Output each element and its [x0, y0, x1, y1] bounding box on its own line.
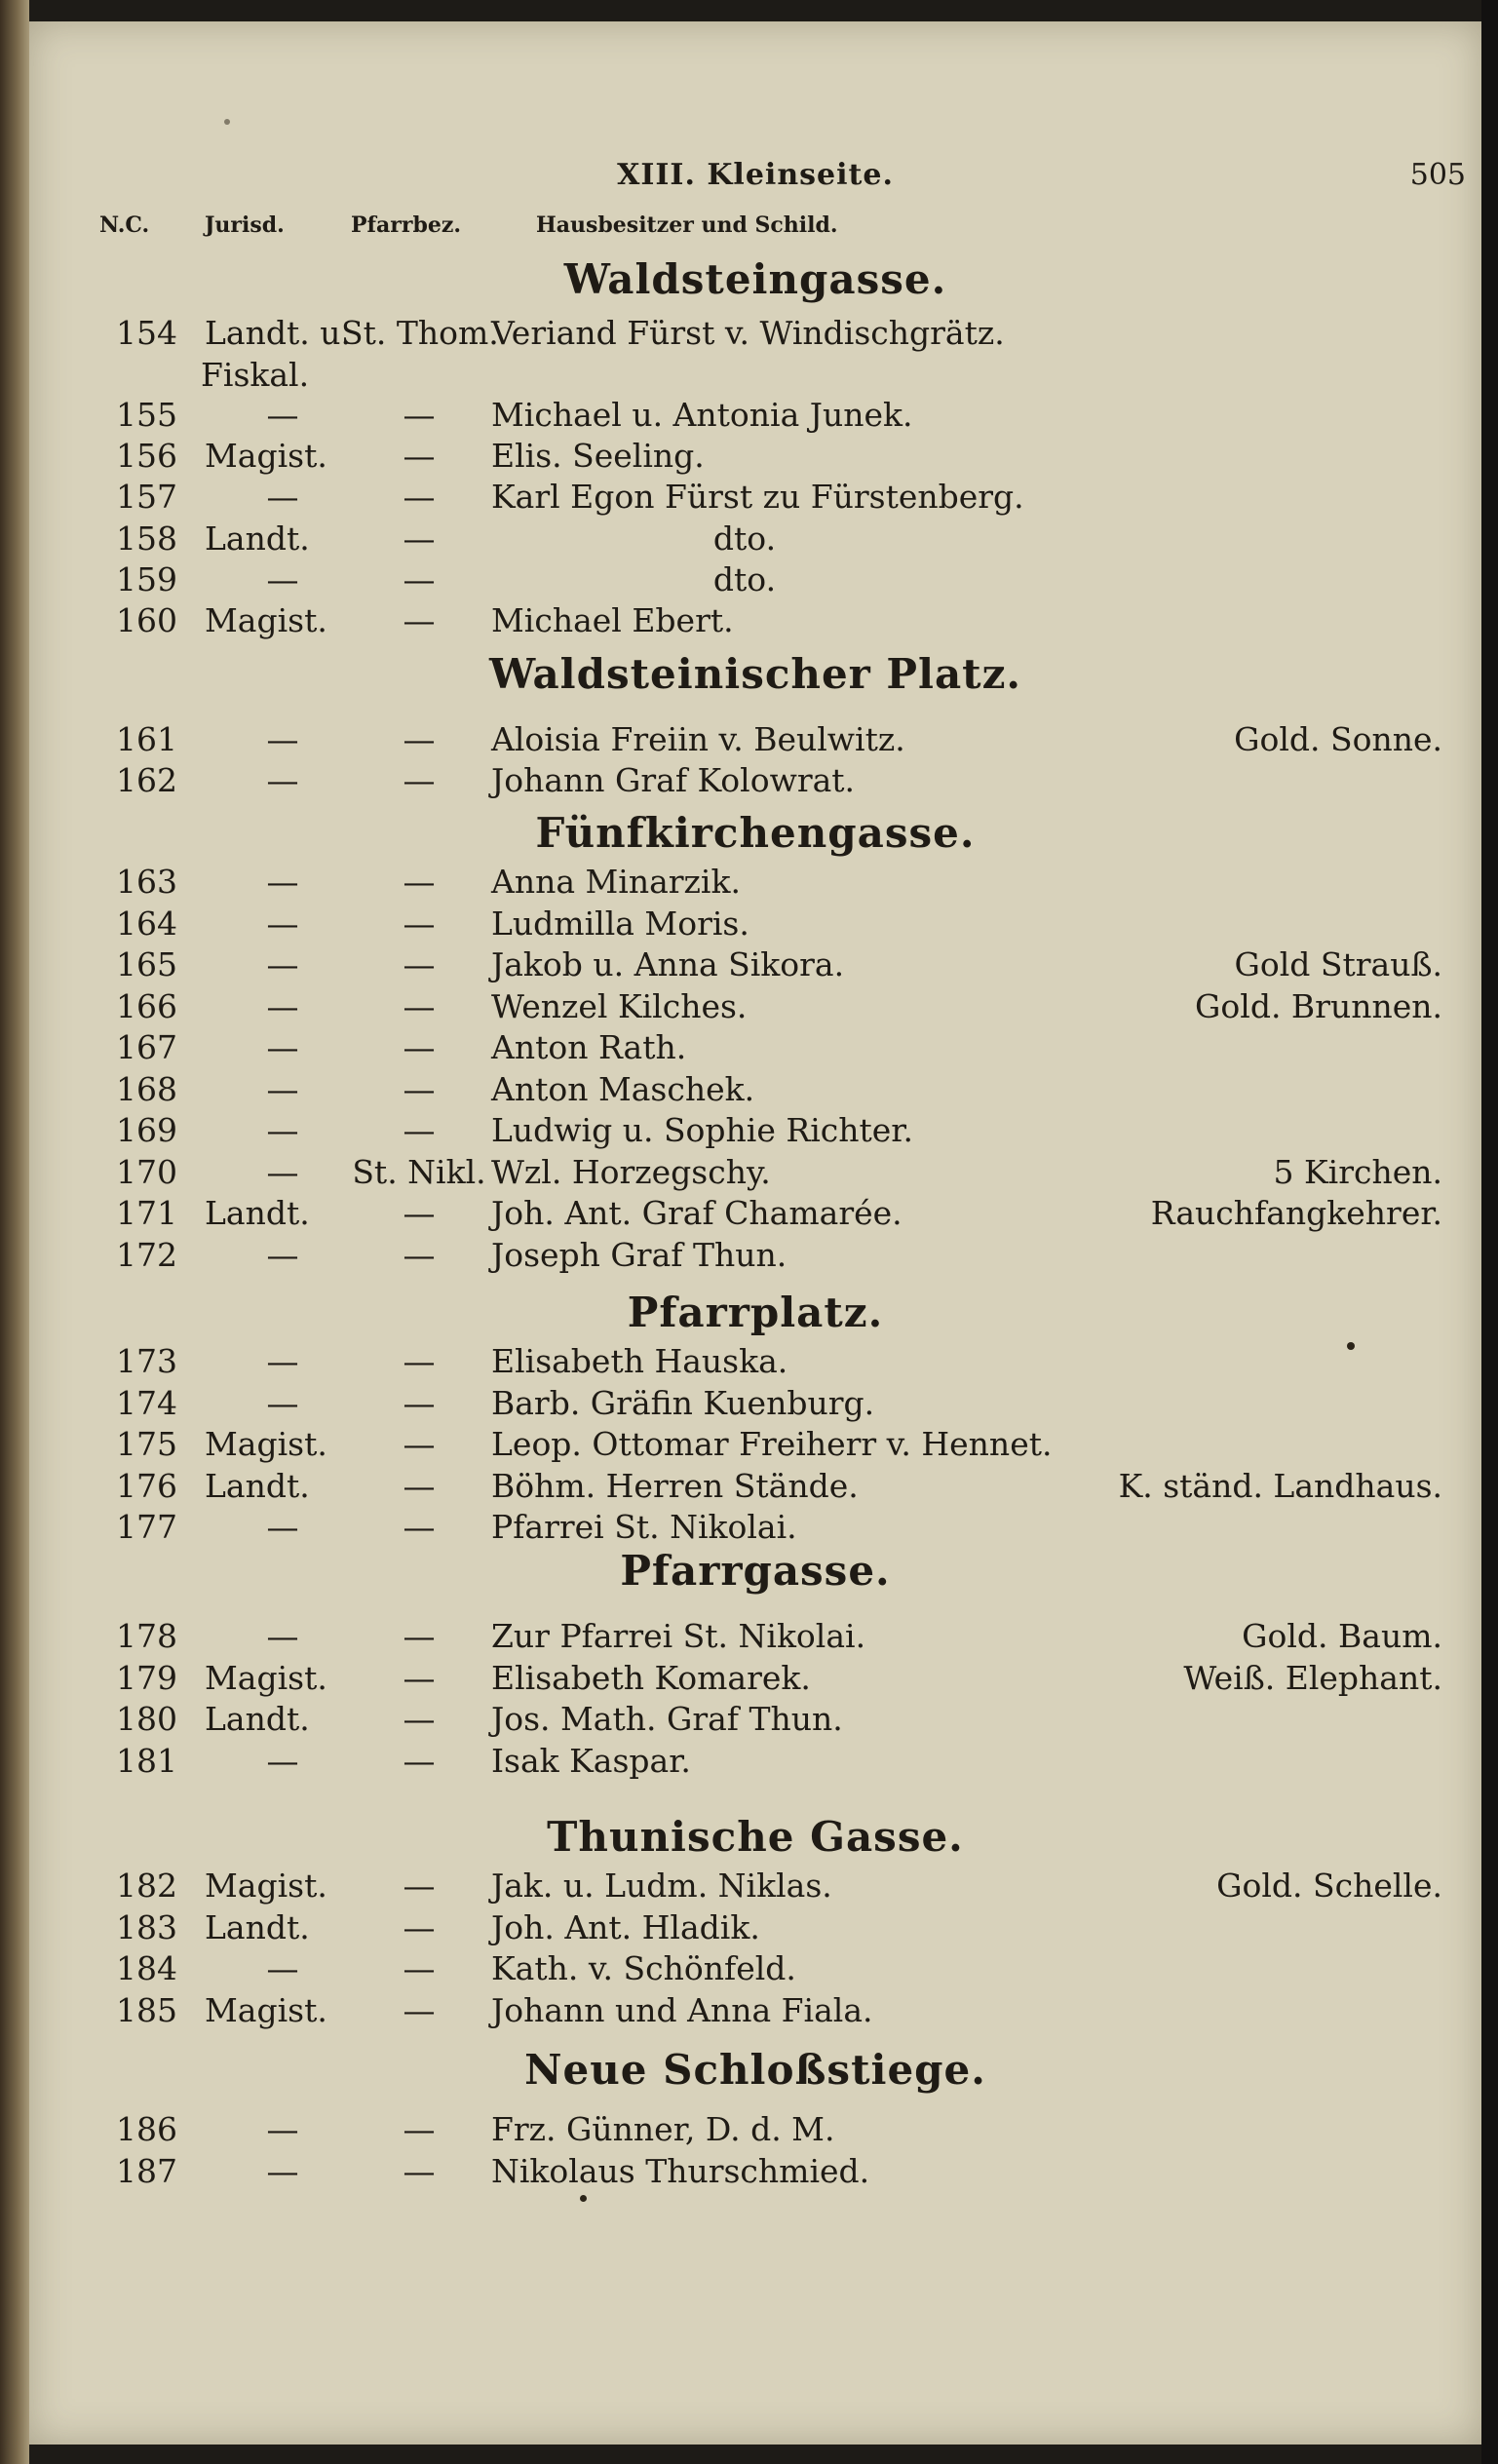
jurisdiction: Magist.: [205, 437, 327, 476]
table-row: [29, 1425, 1481, 1464]
table-row: [29, 761, 1481, 800]
street-heading: Pfarrplatz.: [627, 1289, 884, 1336]
owner-name: Anton Maschek.: [491, 1069, 755, 1108]
parish: —: [403, 478, 436, 517]
house-number: 183: [116, 1907, 177, 1946]
house-number: 168: [116, 1069, 177, 1108]
jurisdiction: —: [266, 478, 299, 517]
owner-name: Ludwig u. Sophie Richter.: [491, 1111, 913, 1149]
house-number: 172: [116, 1235, 177, 1274]
table-row: [29, 1236, 1481, 1275]
jurisdiction: —: [266, 1383, 299, 1422]
parish: —: [403, 1990, 436, 2029]
street-heading: Neue Schloßstiege.: [524, 2046, 986, 2094]
parish: —: [403, 2110, 436, 2148]
parish: —: [403, 1700, 436, 1738]
parish: —: [403, 1342, 436, 1380]
jurisdiction: —: [266, 559, 299, 598]
table-row: [29, 1467, 1481, 1506]
owner-name: Jos. Math. Graf Thun.: [491, 1700, 843, 1738]
jurisdiction: —: [266, 1111, 299, 1149]
page-number: 505: [1409, 158, 1466, 192]
house-number: 160: [116, 601, 177, 640]
house-number: 169: [116, 1111, 177, 1149]
owner-name: Anna Minarzik.: [491, 863, 741, 901]
house-sign: Gold. Schelle.: [1216, 1867, 1442, 1905]
table-row: [29, 1659, 1481, 1698]
owner-name: Joseph Graf Thun.: [491, 1235, 787, 1274]
table-row: [29, 560, 1481, 599]
house-number: 162: [116, 761, 177, 799]
house-number: 181: [116, 1741, 177, 1780]
jurisdiction: Landt. u.: [205, 314, 351, 352]
owner-name: Elisabeth Hauska.: [491, 1342, 788, 1380]
jurisdiction: —: [266, 945, 299, 983]
owner-name: Böhm. Herren Stände.: [491, 1466, 859, 1505]
house-sign: Rauchfangkehrer.: [1150, 1194, 1442, 1232]
book-gutter: [0, 0, 29, 2464]
jurisdiction: Landt.: [205, 1466, 310, 1505]
parish: —: [403, 601, 436, 640]
street-heading: Waldsteinischer Platz.: [488, 650, 1022, 698]
jurisdiction: Magist.: [205, 601, 327, 640]
jurisdiction: —: [266, 1508, 299, 1546]
house-number: 179: [116, 1658, 177, 1697]
ink-spot: [224, 119, 230, 125]
table-row: [29, 945, 1481, 984]
jurisdiction: Landt.: [205, 1700, 310, 1738]
jurisdiction: Magist.: [205, 1425, 327, 1463]
parish: —: [403, 519, 436, 558]
owner-name: Joh. Ant. Hladik.: [491, 1907, 760, 1946]
jurisdiction: Magist.: [205, 1867, 327, 1905]
parish: —: [403, 1028, 436, 1066]
table-row: [29, 1949, 1481, 1988]
table-row: [29, 1111, 1481, 1150]
table-row: [29, 1342, 1481, 1381]
owner-name: dto.: [712, 519, 777, 558]
parish: —: [403, 1949, 436, 1987]
owner-name: Ludmilla Moris.: [491, 904, 749, 943]
parish: —: [403, 945, 436, 983]
owner-name: Elis. Seeling.: [491, 437, 705, 476]
house-number: 166: [116, 986, 177, 1025]
parish: —: [403, 904, 436, 943]
owner-name: Johann Graf Kolowrat.: [491, 761, 856, 799]
owner-name: Jakob u. Anna Sikora.: [491, 945, 845, 983]
page-edge: [1481, 0, 1498, 2464]
owner-name: Michael u. Antonia Junek.: [491, 395, 913, 434]
jurisdiction: —: [266, 2110, 299, 2148]
table-row: [29, 1508, 1481, 1547]
owner-name: Karl Egon Fürst zu Fürstenberg.: [491, 478, 1024, 517]
table-row: [29, 314, 1481, 353]
owner-name: Michael Ebert.: [491, 601, 734, 640]
table-row: [29, 601, 1481, 640]
parish: —: [403, 1907, 436, 1946]
table-row: [29, 987, 1481, 1026]
house-sign: K. ständ. Landhaus.: [1118, 1466, 1442, 1505]
ink-spot: [580, 2195, 587, 2202]
table-row: [29, 905, 1481, 943]
jurisdiction: —: [266, 1949, 299, 1987]
continuation-line: Fiskal.: [201, 356, 310, 394]
table-row: [29, 1617, 1481, 1656]
page: [29, 21, 1481, 2445]
ink-spot: [1347, 1342, 1355, 1350]
owner-name: Aloisia Freiin v. Beulwitz.: [491, 720, 905, 758]
page-header: [29, 158, 1481, 197]
col-nc: N.C.: [99, 212, 150, 238]
owner-name: Joh. Ant. Graf Chamarée.: [491, 1194, 903, 1232]
parish: —: [403, 1867, 436, 1905]
owner-name: Isak Kaspar.: [491, 1741, 691, 1780]
parish: St. Nikl.: [352, 1152, 486, 1191]
jurisdiction: —: [266, 1235, 299, 1274]
col-pfarr: Pfarrbez.: [351, 212, 461, 238]
house-number: 158: [116, 519, 177, 558]
house-sign: Gold. Brunnen.: [1195, 986, 1442, 1025]
owner-name: Kath. v. Schönfeld.: [491, 1949, 796, 1987]
table-row: [29, 396, 1481, 435]
table-row: [29, 1028, 1481, 1067]
jurisdiction: —: [266, 1152, 299, 1191]
house-number: 170: [116, 1152, 177, 1191]
jurisdiction: Landt.: [205, 519, 310, 558]
parish: —: [403, 986, 436, 1025]
table-row: [29, 1991, 1481, 2030]
house-number: 186: [116, 2110, 177, 2148]
table-row: [29, 863, 1481, 902]
table-row: [29, 1153, 1481, 1192]
owner-name: Leop. Ottomar Freiherr v. Hennet.: [491, 1425, 1053, 1463]
table-row: [29, 437, 1481, 476]
house-sign: Weiß. Elephant.: [1183, 1658, 1442, 1697]
jurisdiction: Landt.: [205, 1907, 310, 1946]
house-number: 182: [116, 1867, 177, 1905]
house-number: 156: [116, 437, 177, 476]
col-jurisd: Jurisd.: [205, 212, 285, 238]
house-number: 177: [116, 1508, 177, 1546]
house-number: 161: [116, 720, 177, 758]
jurisdiction: —: [266, 1741, 299, 1780]
jurisdiction: —: [266, 395, 299, 434]
owner-name: Pfarrei St. Nikolai.: [491, 1508, 797, 1546]
table-row: [29, 1700, 1481, 1739]
house-number: 164: [116, 904, 177, 943]
street-heading: Pfarrgasse.: [620, 1547, 891, 1595]
parish: St. Thom.: [341, 314, 499, 352]
house-sign: Gold. Sonne.: [1234, 720, 1442, 758]
table-row: [29, 520, 1481, 558]
parish: —: [403, 1658, 436, 1697]
parish: —: [403, 863, 436, 901]
parish: —: [403, 1508, 436, 1546]
jurisdiction: —: [266, 1069, 299, 1108]
house-number: 175: [116, 1425, 177, 1463]
parish: —: [403, 761, 436, 799]
parish: —: [403, 720, 436, 758]
jurisdiction: —: [266, 1342, 299, 1380]
house-number: 176: [116, 1466, 177, 1505]
parish: —: [403, 1383, 436, 1422]
house-number: 157: [116, 478, 177, 517]
parish: —: [403, 1194, 436, 1232]
parish: —: [403, 1235, 436, 1274]
house-sign: 5 Kirchen.: [1273, 1152, 1442, 1191]
house-number: 154: [116, 314, 177, 352]
owner-name: Frz. Günner, D. d. M.: [491, 2110, 835, 2148]
house-number: 171: [116, 1194, 177, 1232]
house-number: 163: [116, 863, 177, 901]
table-row: [29, 2110, 1481, 2149]
table-row: [29, 1867, 1481, 1906]
jurisdiction: —: [266, 1028, 299, 1066]
parish: —: [403, 2151, 436, 2190]
parish: —: [403, 1466, 436, 1505]
street-heading: Thunische Gasse.: [547, 1813, 964, 1861]
owner-name: dto.: [712, 559, 777, 598]
parish: —: [403, 1741, 436, 1780]
house-number: 185: [116, 1990, 177, 2029]
jurisdiction: —: [266, 863, 299, 901]
parish: —: [403, 559, 436, 598]
jurisdiction: —: [266, 1617, 299, 1655]
house-number: 159: [116, 559, 177, 598]
owner-name: Anton Rath.: [491, 1028, 687, 1066]
owner-name: Wenzel Kilches.: [491, 986, 748, 1025]
jurisdiction: —: [266, 761, 299, 799]
owner-name: Veriand Fürst v. Windischgrätz.: [491, 314, 1005, 352]
table-row: [29, 1908, 1481, 1947]
owner-name: Nikolaus Thurschmied.: [491, 2151, 870, 2190]
table-row: [29, 1742, 1481, 1781]
house-number: 180: [116, 1700, 177, 1738]
house-number: 178: [116, 1617, 177, 1655]
table-row: [29, 1384, 1481, 1423]
jurisdiction: Magist.: [205, 1990, 327, 2029]
page-title: XIII. Kleinseite.: [617, 158, 894, 192]
jurisdiction: —: [266, 720, 299, 758]
owner-name: Wzl. Horzegschy.: [491, 1152, 771, 1191]
table-row: [29, 1194, 1481, 1233]
house-number: 165: [116, 945, 177, 983]
house-sign: Gold. Baum.: [1242, 1617, 1442, 1655]
house-number: 187: [116, 2151, 177, 2190]
house-sign: Gold Strauß.: [1234, 945, 1442, 983]
house-number: 167: [116, 1028, 177, 1066]
house-number: 174: [116, 1383, 177, 1422]
owner-name: Barb. Gräfin Kuenburg.: [491, 1383, 875, 1422]
table-row: [29, 2152, 1481, 2191]
column-headers: [29, 212, 1481, 246]
house-number: 184: [116, 1949, 177, 1987]
col-owner: Hausbesitzer und Schild.: [536, 212, 838, 238]
owner-name: Zur Pfarrei St. Nikolai.: [491, 1617, 866, 1655]
parish: —: [403, 1425, 436, 1463]
owner-name: Elisabeth Komarek.: [491, 1658, 811, 1697]
owner-name: Jak. u. Ludm. Niklas.: [491, 1867, 832, 1905]
parish: —: [403, 437, 436, 476]
parish: —: [403, 395, 436, 434]
table-row: [29, 1070, 1481, 1109]
parish: —: [403, 1069, 436, 1108]
jurisdiction: —: [266, 986, 299, 1025]
house-number: 155: [116, 395, 177, 434]
jurisdiction: Landt.: [205, 1194, 310, 1232]
house-number: 173: [116, 1342, 177, 1380]
street-heading: Waldsteingasse.: [563, 255, 947, 303]
parish: —: [403, 1111, 436, 1149]
table-row: [29, 478, 1481, 517]
parish: —: [403, 1617, 436, 1655]
table-row: [29, 720, 1481, 759]
owner-name: Johann und Anna Fiala.: [491, 1990, 873, 2029]
street-heading: Fünfkirchengasse.: [535, 809, 976, 857]
jurisdiction: Magist.: [205, 1658, 327, 1697]
jurisdiction: —: [266, 2151, 299, 2190]
jurisdiction: —: [266, 904, 299, 943]
